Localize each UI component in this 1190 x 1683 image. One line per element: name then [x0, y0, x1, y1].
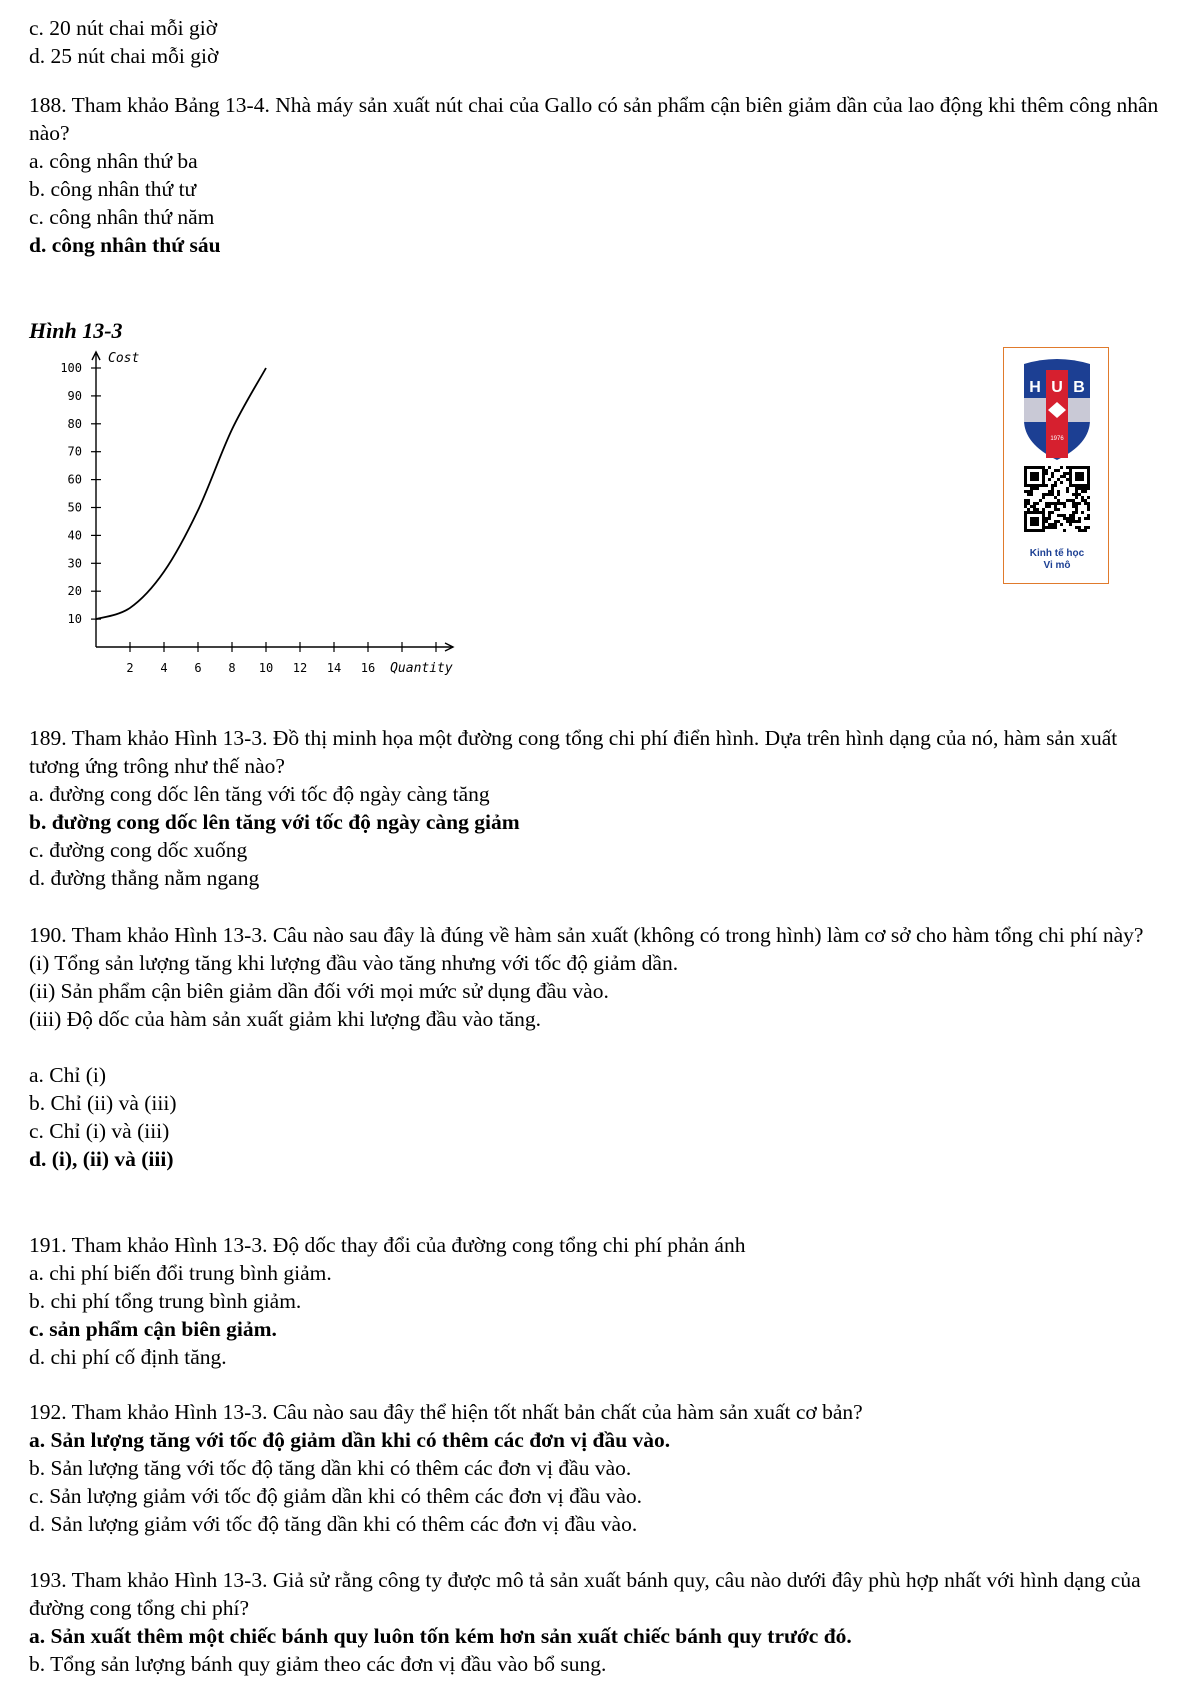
answer-option: b. công nhân thứ tư: [29, 177, 197, 201]
answer-option: c. Sản lượng giảm với tốc độ giảm dần khi có thêm các đơn vị đầu vào.: [29, 1484, 642, 1508]
answer-option: b. Tổng sản lượng bánh quy giảm theo các đơn vị đầu vào bổ sung.: [29, 1652, 607, 1676]
answer-option: d. 25 nút chai mỗi giờ: [29, 44, 219, 68]
y-tick-label: 40: [67, 528, 82, 543]
answer-option-correct: d. công nhân thứ sáu: [29, 233, 221, 257]
x-tick-label: 4: [160, 661, 168, 675]
answer-option: d. chi phí cố định tăng.: [29, 1345, 227, 1369]
x-tick-label: 12: [292, 661, 308, 675]
question-text: 188. Tham khảo Bảng 13-4. Nhà máy sản xuất nút chai của Gallo có sản phẩm cận biên giảm dần của lao động khi thêm công nhân nào?: [29, 93, 1159, 145]
y-tick-label: 50: [67, 500, 82, 515]
question-text: 192. Tham khảo Hình 13-3. Câu nào sau đây thể hiện tốt nhất bản chất của hàm sản xuất cơ bản?: [29, 1400, 863, 1424]
x-tick-label: 14: [326, 661, 342, 675]
y-tick-label: 80: [67, 416, 82, 431]
answer-option: d. đường thẳng nằm ngang: [29, 866, 260, 890]
question-text: 189. Tham khảo Hình 13-3. Đồ thị minh họa một đường cong tổng chi phí điển hình. Dựa trên hình dạng của nó, hàm sản xuất tương ứng trông như thế nào?: [29, 726, 1118, 778]
answer-option: c. công nhân thứ năm: [29, 205, 215, 229]
hub-logo-card: [1003, 347, 1109, 584]
question-189: [29, 724, 1169, 892]
answer-option: b. chi phí tổng trung bình giảm.: [29, 1289, 302, 1313]
x-tick-label: 10: [258, 661, 274, 675]
statement: (iii) Độ dốc của hàm sản xuất giảm khi lượng đầu vào tăng.: [29, 1007, 542, 1031]
question-187-options: [29, 14, 1169, 70]
answer-option: c. Chỉ (i) và (iii): [29, 1119, 170, 1143]
x-axis-label: Quantity: [390, 661, 453, 676]
answer-option-correct: c. sản phẩm cận biên giảm.: [29, 1317, 277, 1341]
y-axis-ticks: [60, 361, 101, 626]
answer-option: c. đường cong dốc xuống: [29, 838, 248, 862]
answer-option: a. Chỉ (i): [29, 1063, 107, 1087]
y-tick-label: 10: [67, 612, 82, 627]
answer-option: a. chi phí biến đổi trung bình giảm.: [29, 1261, 332, 1285]
y-tick-label: 20: [67, 584, 82, 599]
logo-caption-line1: Kinh tế học: [1029, 548, 1085, 559]
logo-caption-line2: Vi mô: [1043, 560, 1071, 571]
answer-option-correct: a. Sản xuất thêm một chiếc bánh quy luôn tốn kém hơn sản xuất chiếc bánh quy trước đó.: [29, 1624, 852, 1648]
question-text: 190. Tham khảo Hình 13-3. Câu nào sau đây là đúng về hàm sản xuất (không có trong hình) làm cơ sở cho hàm tổng chi phí này?: [29, 923, 1144, 947]
hub-logo: [1004, 348, 1110, 548]
answer-option: d. Sản lượng giảm với tốc độ tăng dần khi có thêm các đơn vị đầu vào.: [29, 1512, 638, 1536]
logo-letter-u: U: [1051, 379, 1063, 396]
question-text: 191. Tham khảo Hình 13-3. Độ dốc thay đổi của đường cong tổng chi phí phản ánh: [29, 1233, 746, 1257]
x-tick-label: 8: [228, 661, 236, 675]
logo-letter-b: B: [1073, 379, 1085, 396]
y-tick-label: 30: [67, 556, 82, 571]
x-tick-label: 6: [194, 661, 202, 675]
logo-caption: [1004, 548, 1110, 572]
x-tick-label: 16: [360, 661, 376, 675]
answer-option: a. đường cong dốc lên tăng với tốc độ ngày càng tăng: [29, 782, 490, 806]
y-axis-label: Cost: [108, 351, 140, 366]
total-cost-curve: [96, 368, 266, 619]
answer-option-correct: a. Sản lượng tăng với tốc độ giảm dần khi có thêm các đơn vị đầu vào.: [29, 1428, 671, 1452]
question-193: [29, 1566, 1169, 1678]
answer-option-correct: d. (i), (ii) và (iii): [29, 1147, 174, 1171]
y-tick-label: 60: [67, 472, 82, 487]
answer-option: b. Chỉ (ii) và (iii): [29, 1091, 177, 1115]
logo-year: 1976: [1050, 436, 1064, 442]
answer-option: b. Sản lượng tăng với tốc độ tăng dần khi có thêm các đơn vị đầu vào.: [29, 1456, 632, 1480]
total-cost-chart: [0, 338, 480, 678]
answer-option: c. 20 nút chai mỗi giờ: [29, 16, 218, 40]
figure-title: Hình 13-3: [29, 318, 123, 343]
question-190: [29, 921, 1169, 1173]
statement: (i) Tổng sản lượng tăng khi lượng đầu vào tăng nhưng với tốc độ giảm dần.: [29, 951, 679, 975]
statement: (ii) Sản phẩm cận biên giảm dần đối với mọi mức sử dụng đầu vào.: [29, 979, 609, 1003]
question-192: [29, 1398, 1169, 1538]
question-188: [29, 91, 1169, 259]
x-tick-label: 2: [126, 661, 134, 675]
qr-code-icon: [1024, 466, 1090, 532]
logo-letter-h: H: [1029, 379, 1041, 396]
chart-axes: [92, 352, 453, 651]
answer-option: a. công nhân thứ ba: [29, 149, 198, 173]
question-text: 193. Tham khảo Hình 13-3. Giả sử rằng công ty được mô tả sản xuất bánh quy, câu nào dưới đây phù hợp nhất với hình dạng của đường cong tổng chi phí?: [29, 1568, 1141, 1620]
y-tick-label: 70: [67, 444, 82, 459]
y-tick-label: 90: [67, 388, 82, 403]
question-191: [29, 1231, 1169, 1371]
y-tick-label: 100: [60, 361, 82, 375]
answer-option-correct: b. đường cong dốc lên tăng với tốc độ ngày càng giảm: [29, 810, 520, 834]
